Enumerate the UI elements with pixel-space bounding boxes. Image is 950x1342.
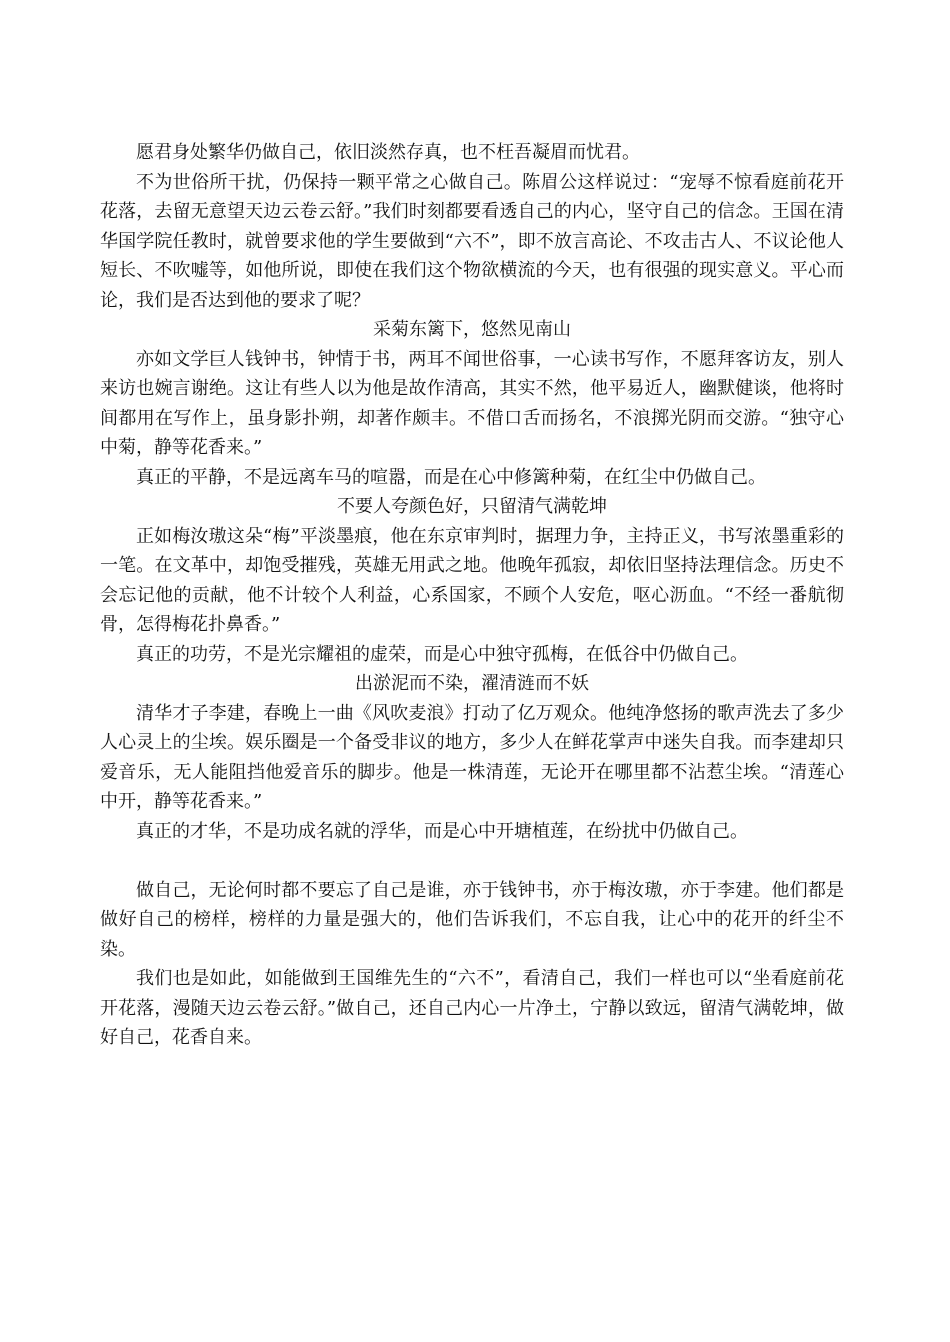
section-heading-2: 不要人夸颜色好，只留清气满乾坤 — [337, 496, 607, 517]
section-heading-1: 采菊东篱下，悠然见南山 — [373, 319, 571, 340]
paragraph-7: 清华才子李建，春晚上一曲《风吹麦浪》打动了亿万观众。他纯净悠扬的歌声洗去了多少人心灵上的尘埃。娱乐圈是一个备受非议的地方，多少人在鲜花掌声中迷失自我。而李建却只爱音乐，无人能阻挡他爱音乐的脚步。他是一株清莲，无论开在哪里都不沾惹尘埃。“清莲心中开，静等花香来。” — [100, 702, 844, 812]
paragraph-10: 我们也是如此，如能做到王国维先生的“六不”，看清自己，我们一样也可以“坐看庭前花开花落，漫随天边云卷云舒。”做自己，还自己内心一片净土，宁静以致远，留清气满乾坤，做好自己，花香自来。 — [100, 968, 844, 1048]
section-heading-3: 出淤泥而不染，濯清涟而不妖 — [355, 673, 589, 694]
paragraph-9: 做自己，无论何时都不要忘了自己是谁，亦于钱钟书，亦于梅汝璈，亦于李建。他们都是做好自己的榜样，榜样的力量是强大的，他们告诉我们，不忘自我，让心中的花开的纤尘不染。 — [100, 879, 844, 960]
paragraph-2: 不为世俗所干扰，仍保持一颗平常之心做自己。陈眉公这样说过：“宠辱不惊看庭前花开花落，去留无意望天边云卷云舒。”我们时刻都要看透自己的内心，坚守自己的信念。王国在清华国学院任教时，就曾要求他的学生要做到“六不”，即不放言高论、不攻击古人、不议论他人短长、不吹嘘等，如他所说，即使在我们这个物欲横流的今天，也有很强的现实意义。平心而论，我们是否达到他的要求了呢？ — [100, 171, 844, 311]
paragraph-8: 真正的才华，不是功成名就的浮华，而是心中开塘植莲，在纷扰中仍做自己。 — [136, 820, 748, 842]
paragraph-5: 正如梅汝璈这朵“梅”平淡墨痕，他在东京审判时，据理力争，主持正义，书写浓墨重彩的一笔。在文革中，却饱受摧残，英雄无用武之地。他晚年孤寂，却依旧坚持法理信念。历史不会忘记他的贡献，他不计较个人利益，心系国家，不顾个人安危，呕心沥血。“不经一番航彻骨，怎得梅花扑鼻香。” — [100, 525, 844, 635]
paragraph-6: 真正的功劳，不是光宗耀祖的虚荣，而是心中独守孤梅，在低谷中仍做自己。 — [136, 643, 748, 665]
paragraph-4: 真正的平静，不是远离车马的喧嚣，而是在心中修篱种菊，在红尘中仍做自己。 — [136, 466, 766, 488]
paragraph-1: 愿君身处繁华仍做自己，依旧淡然存真，也不枉吾凝眉而忧君。 — [136, 142, 640, 163]
blank-line — [100, 846, 844, 876]
document-body — [100, 138, 844, 1053]
paragraph-3: 亦如文学巨人钱钟书，钟情于书，两耳不闻世俗事，一心读书写作，不愿拜客访友，别人来访也婉言谢绝。这让有些人以为他是故作清高，其实不然，他平易近人，幽默健谈，他将时间都用在写作上，虽身影扑朔，却著作颇丰。不借口舌而扬名，不浪掷光阴而交游。“独守心中菊，静等花香来。” — [100, 348, 844, 458]
